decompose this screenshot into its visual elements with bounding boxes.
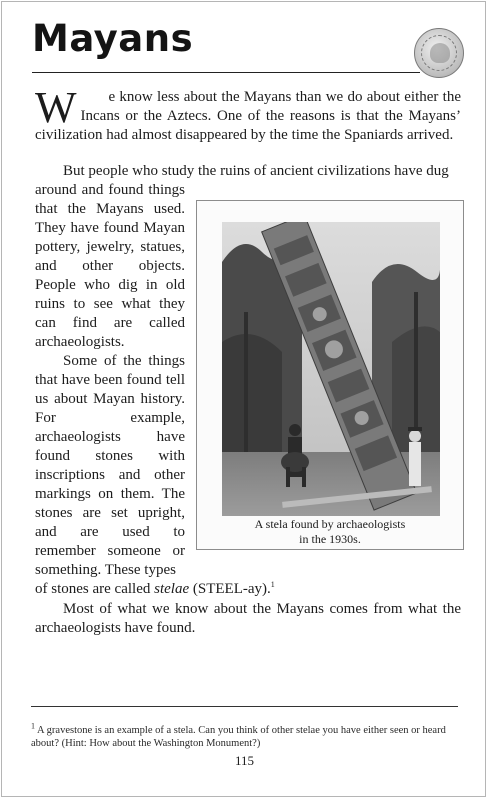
- stelae-pronunciation: (STEEL-ay).: [189, 581, 271, 597]
- paragraph-ruins: around and found things that the Mayans used. They have found Mayan pottery, jewelry, statues, and other objects. People who dig in old ruins to see what they can find are called archaeologists.: [35, 182, 185, 350]
- stela-photo: [222, 222, 440, 516]
- figure-caption: [196, 517, 464, 547]
- paragraph-stones: Some of the things that have been found tell us about Mayan history. For example, archaeologists have found stones with inscriptions and other markings on them. The stones are set upright, and are used to remember someone or something. These types: [35, 353, 185, 578]
- footnote-mark: 1: [31, 721, 35, 730]
- caption-line-2: in the 1930s.: [299, 532, 361, 546]
- drop-cap: W: [35, 83, 77, 132]
- stelae-term: stelae: [154, 581, 190, 597]
- footnote-text: A gravestone is an example of a stela. Can you think of other stelae you have either seen or heard about? (Hint: How about the Washington Monument?): [31, 724, 446, 749]
- paragraph-intro: [35, 83, 461, 145]
- page-number: 115: [234, 753, 255, 768]
- paragraph-ruins-lead: But people who study the ruins of ancient civilizations have dug: [63, 163, 449, 179]
- footnote: [31, 721, 458, 751]
- paragraph-intro-text: e know less about the Mayans than we do about either the Incans or the Aztecs. One of the reasons is that the Mayans’ civilization had almost disappeared by the time the Spaniards arrived.: [35, 89, 461, 143]
- paragraph-stones-end: [35, 580, 461, 599]
- title-underline: [32, 72, 420, 73]
- coin-seal-icon: [414, 28, 464, 78]
- page-title: Mayans: [32, 17, 194, 60]
- caption-line-1: A stela found by archaeologists: [254, 517, 406, 531]
- footnote-rule: [31, 706, 458, 707]
- paragraph-conclusion: Most of what we know about the Mayans comes from what the archaeologists have found.: [35, 601, 461, 636]
- stelae-intro-text: of stones are called: [35, 581, 155, 597]
- footnote-reference: 1: [270, 580, 275, 589]
